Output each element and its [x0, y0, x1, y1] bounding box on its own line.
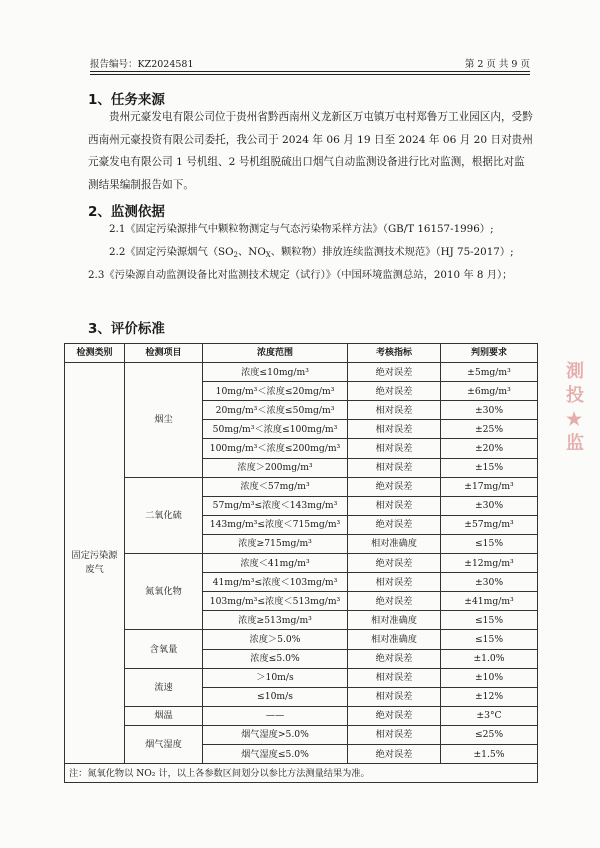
value-cell: ±30% — [441, 401, 538, 420]
item-cell: 氮氧化物 — [125, 554, 203, 630]
column-header: 检测类别 — [65, 344, 125, 363]
value-cell: 绝对误差 — [348, 363, 441, 382]
value-cell: ≤15% — [441, 611, 538, 630]
value-cell: 相对准确度 — [348, 630, 441, 649]
value-cell: 烟气湿度≤5.0% — [203, 744, 348, 763]
value-cell: ±10% — [441, 668, 538, 687]
header-rule — [90, 71, 530, 72]
value-cell: ±3°C — [441, 706, 538, 725]
value-cell: —— — [203, 706, 348, 725]
reference-1: 2.1《固定污染源排气中颗粒物测定与气态污染物采样方法》（GB/T 16157-1996）; — [109, 223, 494, 235]
value-cell: 绝对误差 — [348, 649, 441, 668]
value-cell: ±30% — [441, 496, 538, 515]
report-number: 报告编号：KZ2024581 — [90, 59, 194, 70]
value-cell: 绝对误差 — [348, 554, 441, 573]
item-cell: 流速 — [125, 668, 203, 706]
value-cell: 浓度≤10mg/m³ — [203, 363, 348, 382]
value-cell: 143mg/m³≤浓度＜715mg/m³ — [203, 515, 348, 534]
evaluation-criteria-table — [64, 343, 538, 783]
value-cell: 烟气湿度>5.0% — [203, 725, 348, 744]
value-cell: ±57mg/m³ — [441, 515, 538, 534]
column-header: 检测项目 — [125, 344, 203, 363]
value-cell: 20mg/m³＜浓度≤50mg/m³ — [203, 401, 348, 420]
value-cell: ±1.0% — [441, 649, 538, 668]
value-cell: 绝对误差 — [348, 515, 441, 534]
value-cell: ±41mg/m³ — [441, 592, 538, 611]
table-row — [65, 630, 538, 649]
value-cell: 浓度＜57mg/m³ — [203, 477, 348, 496]
value-cell: 103mg/m³≤浓度＜513mg/m³ — [203, 592, 348, 611]
table-row — [65, 725, 538, 744]
value-cell: ±5mg/m³ — [441, 363, 538, 382]
seal-fragment: 測 投 ★ 监 — [566, 361, 584, 454]
value-cell: 100mg/m³＜浓度≤200mg/m³ — [203, 439, 348, 458]
value-cell: ±20% — [441, 439, 538, 458]
header-rule-thin — [90, 74, 530, 75]
value-cell: 相对误差 — [348, 668, 441, 687]
value-cell: 相对误差 — [348, 687, 441, 706]
value-cell: ≤15% — [441, 630, 538, 649]
reference-3: 2.3《污染源自动监测设备比对监测技术规定（试行）》（中国环境监测总站，2010 年 8 月）； — [88, 269, 513, 281]
value-cell: 绝对误差 — [348, 592, 441, 611]
item-cell: 含氧量 — [125, 630, 203, 668]
column-header: 考核指标 — [348, 344, 441, 363]
value-cell: 相对误差 — [348, 573, 441, 592]
column-header: 判别要求 — [441, 344, 538, 363]
value-cell: ±12mg/m³ — [441, 554, 538, 573]
value-cell: 相对误差 — [348, 725, 441, 744]
value-cell: 浓度＞5.0% — [203, 630, 348, 649]
table-note-row — [65, 764, 538, 783]
value-cell: 浓度＜41mg/m³ — [203, 554, 348, 573]
table-row — [65, 706, 538, 725]
value-cell: 41mg/m³≤浓度＜103mg/m³ — [203, 573, 348, 592]
value-cell: 相对准确度 — [348, 611, 441, 630]
table-row — [65, 477, 538, 496]
value-cell: 相对准确度 — [348, 534, 441, 553]
value-cell: 10mg/m³＜浓度≤20mg/m³ — [203, 382, 348, 401]
value-cell: ±1.5% — [441, 744, 538, 763]
item-cell: 烟尘 — [125, 363, 203, 478]
item-cell: 烟气湿度 — [125, 725, 203, 763]
value-cell: 相对误差 — [348, 458, 441, 477]
item-cell: 烟温 — [125, 706, 203, 725]
section-title-task-source: 1、任务来源 — [88, 92, 165, 108]
value-cell: ±30% — [441, 573, 538, 592]
category-cell: 固定污染源废气 — [65, 363, 125, 764]
task-source-paragraph: 贵州元豪发电有限公司位于贵州省黔西南州义龙新区万屯镇万屯村郑鲁万工业园区内，受黔西南州元豪投资有限公司委托，我公司于 2024 年 06 月 19 日至 2024 年 06 月 20 日对贵州元豪发电有限公司 1 号机组、2 号机组脱硫出口烟气自动监测设备进行比对监测，根据比对监测结果编制报告如下。 — [88, 111, 533, 191]
value-cell: ±17mg/m³ — [441, 477, 538, 496]
value-cell: 相对误差 — [348, 420, 441, 439]
page-header — [90, 56, 530, 72]
page-number: 第 2 页 共 9 页 — [464, 59, 530, 70]
table-note: 注：氮氧化物以 NO₂ 计，以上各参数区间划分以参比方法测量结果为准。 — [65, 764, 538, 783]
value-cell: 相对误差 — [348, 496, 441, 515]
column-header: 浓度范围 — [203, 344, 348, 363]
value-cell: 浓度≤5.0% — [203, 649, 348, 668]
value-cell: 绝对误差 — [348, 706, 441, 725]
section-title-criteria: 3、评价标准 — [88, 321, 165, 337]
table-row — [65, 554, 538, 573]
value-cell: 浓度≥513mg/m³ — [203, 611, 348, 630]
table-row — [65, 363, 538, 382]
value-cell: ≤25% — [441, 725, 538, 744]
table-row — [65, 668, 538, 687]
value-cell: 相对误差 — [348, 401, 441, 420]
value-cell: ±6mg/m³ — [441, 382, 538, 401]
item-cell: 二氧化硫 — [125, 477, 203, 553]
table-header-row — [65, 344, 538, 363]
value-cell: 50mg/m³＜浓度≤100mg/m³ — [203, 420, 348, 439]
value-cell: 绝对误差 — [348, 382, 441, 401]
value-cell: ±12% — [441, 687, 538, 706]
value-cell: 浓度≥715mg/m³ — [203, 534, 348, 553]
value-cell: 绝对误差 — [348, 477, 441, 496]
value-cell: ±25% — [441, 420, 538, 439]
value-cell: ＞10m/s — [203, 668, 348, 687]
section-title-basis: 2、监测依据 — [88, 204, 165, 220]
value-cell: ≤10m/s — [203, 687, 348, 706]
value-cell: ≤15% — [441, 534, 538, 553]
value-cell: 绝对误差 — [348, 744, 441, 763]
value-cell: ±15% — [441, 458, 538, 477]
value-cell: 57mg/m³≤浓度＜143mg/m³ — [203, 496, 348, 515]
reference-2: 2.2《固定污染源烟气（$SO_2$、$NO_X$、颗粒物）排放连续监测技术规范》（HJ 75-2017）; — [109, 246, 514, 259]
value-cell: 相对误差 — [348, 439, 441, 458]
value-cell: 浓度＞200mg/m³ — [203, 458, 348, 477]
